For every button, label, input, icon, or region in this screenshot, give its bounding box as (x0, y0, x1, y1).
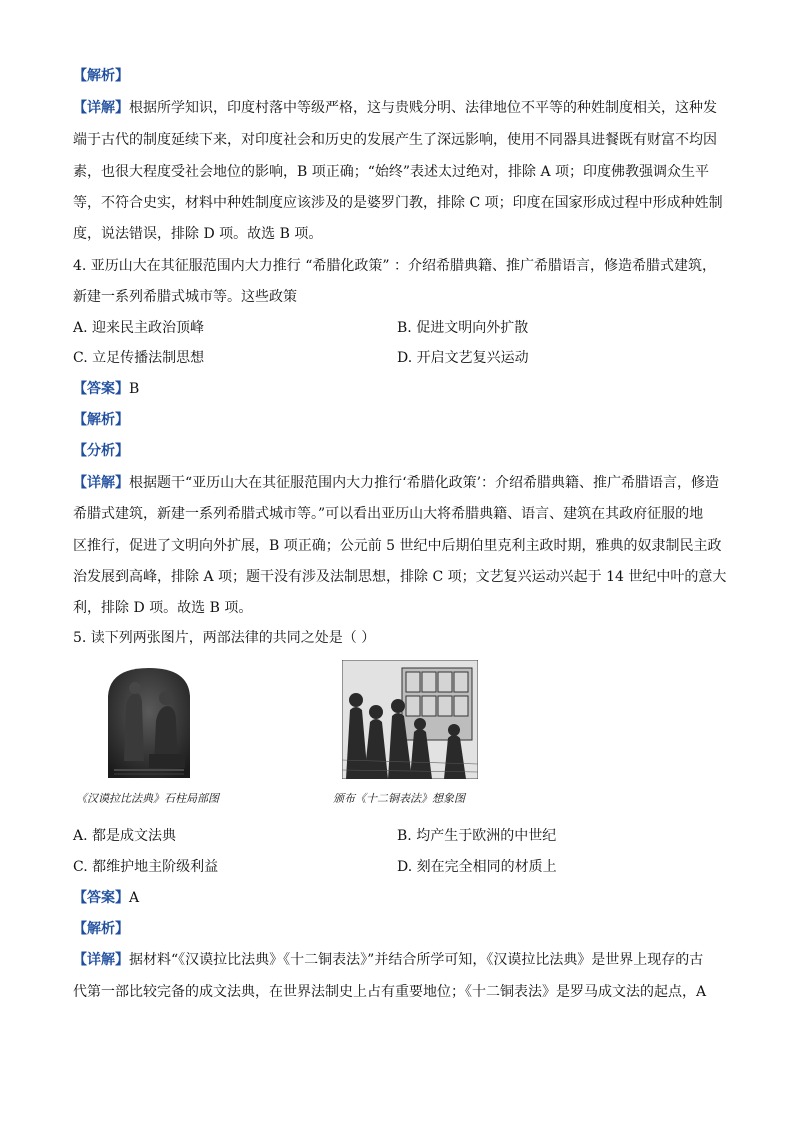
q4-stem-line: 4. 亚历山大在其征服范围内大力推行 “希腊化政策” ：介绍希腊典籍、推广希腊语言，修造希腊式建筑， (73, 258, 717, 274)
q5-detail-line: 代第一部比较完备的成文法典，在世界法制史上占有重要地位；《十二铜表法》是罗马成文法的起点，A (73, 984, 707, 1000)
q4-option-c: C. 立足传播法制思想 (73, 350, 205, 366)
q4-option-a: A. 迎来民主政治顶峰 (73, 320, 205, 336)
q4-stem-line: 新建一系列希腊式城市等。这些政策 (73, 289, 297, 305)
q3-detail-line: 【详解】根据所学知识，印度村落中等级严格，这与贵贱分明、法律地位不平等的种姓制度相关，这种发 (73, 100, 717, 116)
q5-option-b: B. 均产生于欧洲的中世纪 (397, 828, 557, 844)
q4-detail-line: 【详解】根据题干“亚历山大在其征服范围内大力推行‘希腊化政策’：介绍希腊典籍、推广希腊语言，修造 (73, 475, 720, 491)
q5-option-a: A. 都是成文法典 (73, 828, 177, 844)
q4-detail-line: 希腊式建筑，新建一系列希腊式城市等。”可以看出亚历山大将希腊典籍、语言、建筑在其政府征服的地 (73, 506, 704, 522)
hammurabi-stele-image (104, 666, 194, 778)
q3-detail-line: 度，说法错误，排除 D 项。故选 B 项。 (73, 226, 323, 242)
q3-detail-line: 等，不符合史实，材料中种姓制度应该涉及的是婆罗门教，排除 C 项；印度在国家形成过程中形成种姓制 (73, 195, 723, 211)
q4-fenxi-tag: 【分析】 (73, 443, 129, 459)
q5-analysis-tag: 【解析】 (73, 921, 129, 937)
q3-detail-line: 端于古代的制度延续下来，对印度社会和历史的发展产生了深远影响，使用不同器具进餐既有财富不均因 (73, 132, 717, 148)
q4-option-b: B. 促进文明向外扩散 (397, 320, 529, 336)
q5-option-c: C. 都维护地主阶级利益 (73, 859, 219, 875)
q5-option-d: D. 刻在完全相同的材质上 (397, 859, 557, 875)
caption-hammurabi: 《汉谟拉比法典》石柱局部图 (76, 792, 219, 805)
q4-detail-line: 区推行，促进了文明向外扩展，B 项正确；公元前 5 世纪中后期伯里克利主政时期，雅典的奴隶制民主政 (73, 538, 722, 554)
caption-twelve-tables: 颁布《十二铜表法》想象图 (333, 792, 465, 805)
q5-detail-line: 【详解】据材料“《汉谟拉比法典》《十二铜表法》”并结合所学可知，《汉谟拉比法典》是世界上现存的古 (73, 952, 704, 968)
q3-analysis-tag: 【解析】 (73, 68, 129, 84)
q3-detail-line: 素，也很大程度受社会地位的影响，B 项正确；“始终”表述太过绝对，排除 A 项；印度佛教强调众生平 (73, 164, 710, 180)
q4-detail-line: 利，排除 D 项。故选 B 项。 (73, 600, 253, 616)
twelve-tables-image (342, 660, 478, 779)
q5-stem: 5. 读下列两张图片，两部法律的共同之处是（ ） (73, 630, 376, 646)
q4-option-d: D. 开启文艺复兴运动 (397, 350, 529, 366)
q5-answer: 【答案】A (73, 890, 140, 906)
q4-answer: 【答案】B (73, 381, 140, 397)
q4-detail-line: 治发展到高峰，排除 A 项；题干没有涉及法制思想，排除 C 项；文艺复兴运动兴起于 14 世纪中叶的意大 (73, 569, 727, 585)
q4-analysis-tag: 【解析】 (73, 412, 129, 428)
